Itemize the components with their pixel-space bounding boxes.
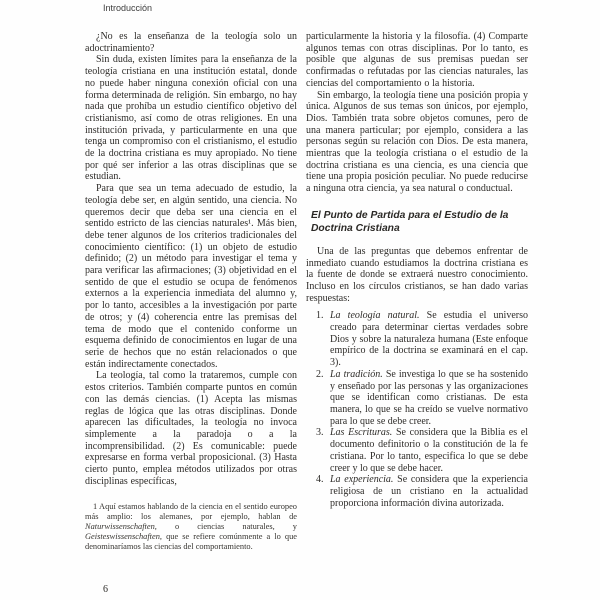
list-item-number: 1. [316,310,324,322]
paragraph: Sin duda, existen límites para la enseñanza de la teología cristiana en una institución estatal, donde no puede haber ninguna conexión oficial con una forma determinada de religión. Sin embargo, no hay nada que prohíba un estudio científico objetivo del cristianismo, así como de otras religiones. En una institución privada, y particularmente en una que tenga un compromiso con el cristianismo, el estudio de la doctrina cristiana es muy apropiado. No tiene por qué ser inferior a las otras disciplinas que se estudian. [85,54,297,183]
right-column-paragraphs [306,31,528,195]
list-item-number: 2. [316,368,324,380]
list-item-lead: La experiencia. [330,474,394,486]
list-item-text: Se considera que la Biblia es el documento definitorio o la constitución de la fe cristiana. Por lo tanto, especifica lo que se debe creer y lo que se debe hacer. [330,427,529,474]
footnote-segment: 1 Aquí estamos hablando de la ciencia en el sentido europeo más amplio: los alemanes, por ejemplo, hablan de [85,502,297,522]
list-item-number: 3. [316,427,324,439]
footnote-text [85,502,297,551]
list-item-lead: Las Escrituras. [330,427,393,439]
paragraph: Para que sea un tema adecuado de estudio, la teología debe ser, en algún sentido, una ciencia. No queremos decir que deba ser una ciencia en el sentido estricto de las ciencias naturales¹. Más bien, debe tener algunos de los criterios tradicionales del conocimiento científico: (1) un objeto de estudio definido; (2) un método para investigar el tema y para verificar las afirmaciones; (3) objetividad en el sentido de que el estudio se ocupa de fenómenos externos a la experiencia inmediata del alumno y, por lo tanto, accesibles a la investigación por parte de otros; y (4) coherencia entre las premisas del tema de modo que el contenido conforme un esquema definido de conocimientos en lugar de una serie de hechos que no están relacionados o que están indirectamente conectados. [85,183,297,370]
left-column [85,31,297,552]
list-item-number: 4. [316,474,324,486]
paragraph: Sin embargo, la teología tiene una posición propia y única. Algunos de sus temas son únicos, por ejemplo, Dios. También trata sobre objetos comunes, pero de una manera particular; por ejemplo, considera a las personas según su relación con Dios. De esta manera, mientras que la teología cristiana o el estudio de la doctrina cristiana es una ciencia, es una ciencia que tiene una propia posición peculiar. No puede reducirse a ninguna otra ciencia, ya sea natural o conductual. [306,89,528,195]
list-item [306,427,528,474]
list-item-text: Se estudia el universo creado para determinar ciertas verdades sobre Dios y sobre la naturaleza humana (Este enfoque empírico de la doctrina se examinará en el cap. 3). [330,310,528,369]
footnote-term: Naturwissenschaften [85,522,155,532]
footnote-term: Geisteswissenschaften [85,532,160,542]
left-column-paragraphs [85,31,297,487]
list-item [306,474,528,509]
list-item-text: Se considera que la experiencia religiosa de un cristiano en la actualidad proporciona información divina autorizada. [330,474,529,509]
right-column [306,31,528,509]
responses-list [306,310,528,509]
list-item-text: Se investiga lo que se ha sostenido y enseñado por las personas y las organizaciones que se identifican como cristianas. De esta manera, lo que se ha creído se vuelve normativo para lo que se debe creer. [330,368,528,427]
footnote-segment: , que se refiere comúnmente a lo que denominaríamos las ciencias del comportamiento. [85,532,297,552]
paragraph: La teología, tal como la trataremos, cumple con estos criterios. También comparte puntos en común con las demás ciencias. (1) Acepta las mismas reglas de lógica que las otras disciplinas. Donde aparecen las dificultades, la teología no invoca simplemente a la paradoja o a la incomprensibilidad. (2) Es comunicable: puede expresarse en forma verbal proposicional. (3) Hasta cierto punto, emplea métodos utilizados por otras disciplinas específicas, [85,370,297,487]
footnote [85,502,297,552]
running-header: Introducción [103,3,153,13]
footnote-segment: , o ciencias naturales, y [154,522,297,532]
paragraph: ¿No es la enseñanza de la teología solo un adoctrinamiento? [85,31,297,54]
list-item-lead: La tradición. [330,368,383,380]
section-heading: El Punto de Partida para el Estudio de la Doctrina Cristiana [311,209,509,234]
paragraph: particularmente la historia y la filosofía. (4) Comparte algunos temas con otras disciplinas. Por lo tanto, es posible que algunas de sus premisas puedan ser confirmadas o refutadas por las ciencias naturales, las ciencias del comportamiento o la historia. [306,31,528,89]
intro-paragraph: Una de las preguntas que debemos enfrentar de inmediato cuando estudiamos la doctrina cristiana es la fuente de donde se extraerá nuestro conocimiento. Incluso en los círculos cristianos, se han dado varias respuestas: [306,245,528,304]
page-number: 6 [103,584,108,595]
list-item [306,310,528,369]
list-item-lead: La teología natural. [330,310,420,322]
list-item [306,369,528,428]
